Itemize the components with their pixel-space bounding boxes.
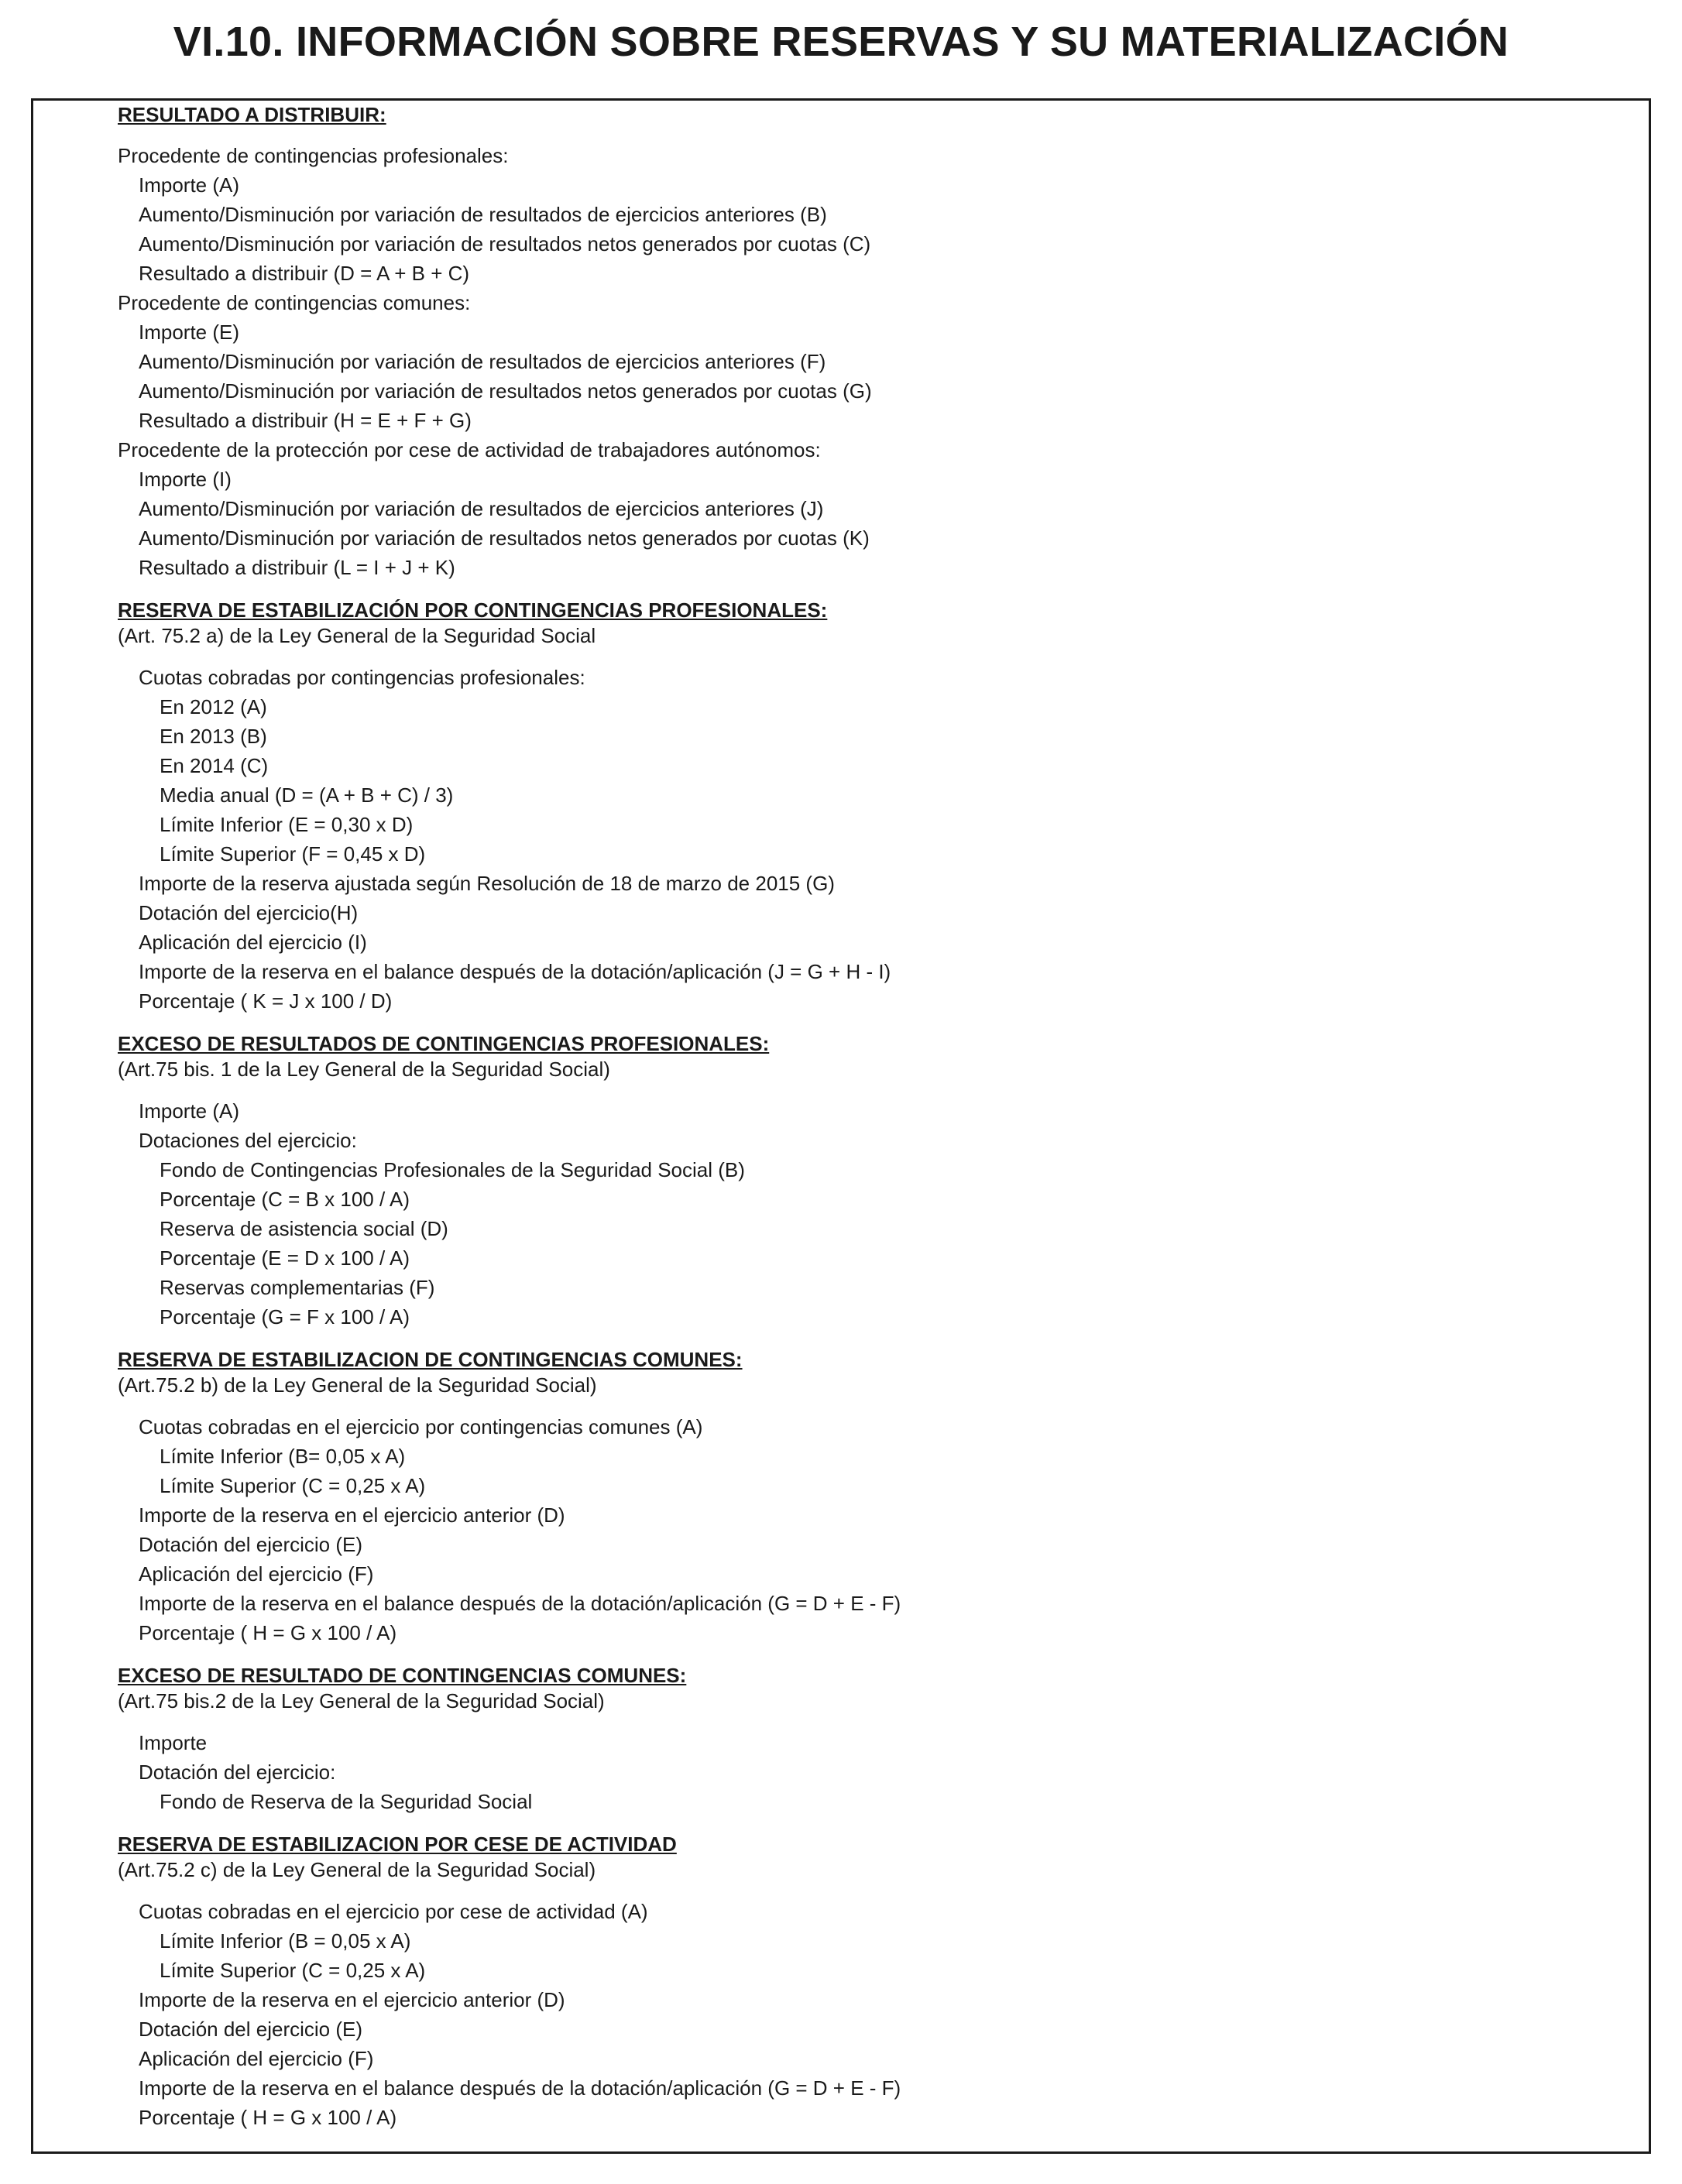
section-line: En 2012 (A) [160,695,267,718]
section-line: Importe de la reserva en el balance después de la dotación/aplicación (J = G + H - I) [139,960,891,983]
section-legal-reference: (Art.75.2 c) de la Ley General de la Seguridad Social) [118,1858,596,1881]
section-line: Aumento/Disminución por variación de resultados de ejercicios anteriores (J) [139,497,824,520]
section-heading: RESERVA DE ESTABILIZACION DE CONTINGENCIAS COMUNES: [118,1348,743,1371]
section [118,1663,1636,1816]
section-line: Aumento/Disminución por variación de resultados netos generados por cuotas (C) [139,232,871,255]
section-heading: EXCESO DE RESULTADO DE CONTINGENCIAS COMUNES: [118,1664,687,1687]
section-legal-reference: (Art. 75.2 a) de la Ley General de la Seguridad Social [118,624,596,647]
section-line: Reservas complementarias (F) [160,1276,435,1299]
section-heading: EXCESO DE RESULTADOS DE CONTINGENCIAS PROFESIONALES: [118,1032,770,1055]
section-line: Aplicación del ejercicio (F) [139,2047,374,2070]
section-line: Dotación del ejercicio (E) [139,2018,363,2041]
section-line: En 2013 (B) [160,725,267,748]
section-line: Media anual (D = (A + B + C) / 3) [160,783,454,807]
document-body [118,102,1636,2132]
section-line: Resultado a distribuir (H = E + F + G) [139,409,472,432]
section [118,1347,1636,1647]
section [118,598,1636,1016]
section-legal-reference: (Art.75.2 b) de la Ley General de la Seguridad Social) [118,1373,597,1397]
section-line: Cuotas cobradas por contingencias profesionales: [139,666,585,689]
section-line: Límite Superior (C = 0,25 x A) [160,1959,426,1982]
section-line: Límite Superior (C = 0,25 x A) [160,1474,426,1497]
section-line: Procedente de contingencias comunes: [118,291,471,314]
section-line: Dotaciones del ejercicio: [139,1129,357,1152]
section-line: Porcentaje (E = D x 100 / A) [160,1246,410,1270]
section-line: Cuotas cobradas en el ejercicio por cese de actividad (A) [139,1900,648,1923]
section-line: Límite Inferior (B = 0,05 x A) [160,1929,411,1953]
section-line: Aplicación del ejercicio (I) [139,931,367,954]
section-heading: RESERVA DE ESTABILIZACIÓN POR CONTINGENCIAS PROFESIONALES: [118,598,828,622]
page-title: VI.10. INFORMACIÓN SOBRE RESERVAS Y SU MATERIALIZACIÓN [173,19,1509,65]
section-line: Fondo de Contingencias Profesionales de la Seguridad Social (B) [160,1158,745,1181]
section-line: Fondo de Reserva de la Seguridad Social [160,1790,533,1813]
section-line: Límite Inferior (B= 0,05 x A) [160,1445,406,1468]
section-line: Importe (I) [139,468,232,491]
section-line: Procedente de la protección por cese de actividad de trabajadores autónomos: [118,438,821,461]
section [118,102,1636,582]
section-heading: RESULTADO A DISTRIBUIR: [118,103,386,126]
section-line: Porcentaje ( K = J x 100 / D) [139,989,393,1013]
section [118,1031,1636,1332]
section-line: Aumento/Disminución por variación de resultados netos generados por cuotas (G) [139,379,872,403]
section-legal-reference: (Art.75 bis. 1 de la Ley General de la Seguridad Social) [118,1058,610,1081]
section-line: Dotación del ejercicio: [139,1761,336,1784]
section-line: Aumento/Disminución por variación de resultados de ejercicios anteriores (B) [139,203,827,226]
section-line: Porcentaje ( H = G x 100 / A) [139,2106,397,2129]
section-line: Porcentaje (G = F x 100 / A) [160,1305,410,1329]
section-line: En 2014 (C) [160,754,269,777]
section-line: Procedente de contingencias profesionales: [118,144,509,167]
section-line: Importe [139,1731,208,1754]
section-line: Aumento/Disminución por variación de resultados netos generados por cuotas (K) [139,526,870,550]
section-heading: RESERVA DE ESTABILIZACION POR CESE DE ACTIVIDAD [118,1833,677,1856]
section-line: Dotación del ejercicio(H) [139,901,359,924]
section-legal-reference: (Art.75 bis.2 de la Ley General de la Seguridad Social) [118,1689,605,1713]
section-line: Porcentaje ( H = G x 100 / A) [139,1621,397,1644]
section-line: Reserva de asistencia social (D) [160,1217,448,1240]
section-line: Límite Inferior (E = 0,30 x D) [160,813,414,836]
section-line: Importe de la reserva en el ejercicio anterior (D) [139,1503,565,1527]
section-line: Cuotas cobradas en el ejercicio por contingencias comunes (A) [139,1415,703,1438]
section-line: Importe de la reserva en el balance después de la dotación/aplicación (G = D + E - F) [139,2076,901,2100]
section-line: Importe (A) [139,1099,240,1123]
section-line: Importe de la reserva en el ejercicio anterior (D) [139,1988,565,2011]
section-line: Resultado a distribuir (D = A + B + C) [139,262,470,285]
section-line: Importe de la reserva ajustada según Resolución de 18 de marzo de 2015 (G) [139,872,835,895]
section-line: Límite Superior (F = 0,45 x D) [160,842,426,866]
section-line: Importe (E) [139,321,240,344]
section-line: Aplicación del ejercicio (F) [139,1562,374,1586]
section-line: Dotación del ejercicio (E) [139,1533,363,1556]
section-line: Resultado a distribuir (L = I + J + K) [139,556,455,579]
section-line: Importe de la reserva en el balance después de la dotación/aplicación (G = D + E - F) [139,1592,901,1615]
section-line: Importe (A) [139,173,240,197]
section-line: Porcentaje (C = B x 100 / A) [160,1188,410,1211]
section [118,1832,1636,2132]
section-line: Aumento/Disminución por variación de resultados de ejercicios anteriores (F) [139,350,826,373]
